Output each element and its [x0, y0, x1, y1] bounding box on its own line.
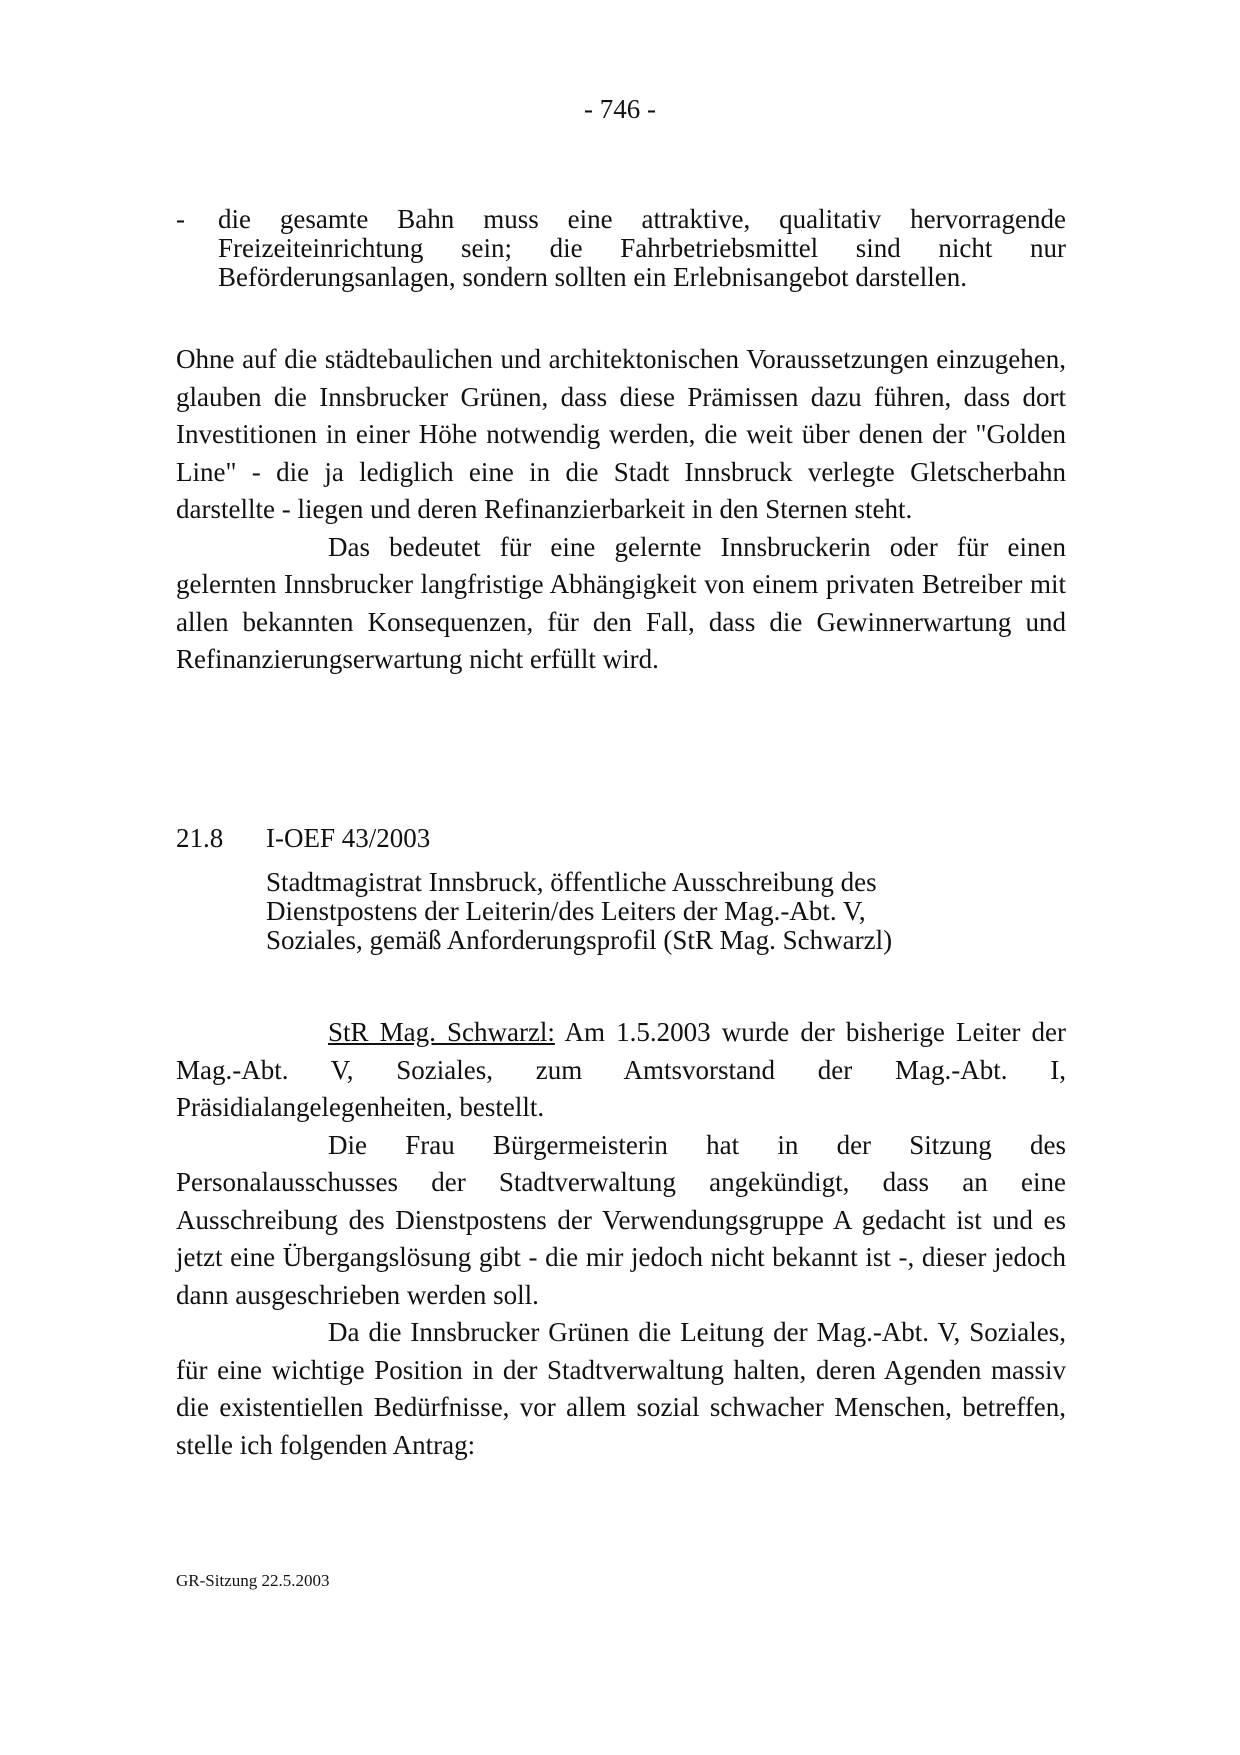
- section-2: [176, 1014, 1066, 1464]
- agenda-item-heading: [176, 820, 1066, 857]
- speaker-name: StR Mag. Schwarzl:: [328, 1017, 555, 1047]
- page-number: - 746 -: [584, 94, 656, 124]
- section-2-paragraph-3: Da die Innsbrucker Grünen die Leitung der Mag.-Abt. V, Soziales, für eine wichtige Position in der Stadtverwaltung halten, deren Agenden massiv die existentiellen Bedürfnisse, vor allem sozial schwacher Menschen, betreffen, stelle ich folgenden Antrag:: [176, 1317, 1066, 1460]
- section-2-paragraph-2: Die Frau Bürgermeisterin hat in der Sitzung des Personalausschusses der Stadtverwaltung angekündigt, dass an eine Ausschreibung des Dienstpostens der Verwendungsgruppe A gedacht ist und es jetzt eine Übergangslösung gibt - die mir jedoch nicht bekannt ist -, dieser jedoch dann ausgeschrieben werden soll.: [176, 1129, 1066, 1310]
- section-1-paragraph-2: Das bedeutet für eine gelernte Innsbruckerin oder für einen gelernten Innsbrucker langfristige Abhängigkeit von einem privaten Betreiber mit allen bekannten Konsequenzen, für den Fall, dass die Gewinnerwartung und Refinanzierungserwartung nicht erfüllt wird.: [176, 531, 1066, 674]
- bullet-dash: -: [176, 204, 185, 234]
- agenda-item-reference: I-OEF 43/2003: [266, 823, 431, 853]
- bullet-item: [176, 205, 1066, 292]
- agenda-item-number: 21.8: [176, 823, 224, 853]
- section-2-paragraph-1: [176, 1014, 1066, 1127]
- bullet-text: die gesamte Bahn muss eine attraktive, qualitativ hervorragende Freizeiteinrichtung sein; die Fahrbetriebsmittel sind nicht nur Beförderungsanlagen, sondern sollten ein Erlebnisangebot darstellen.: [218, 204, 1066, 292]
- section-1-paragraph-1: Ohne auf die städtebaulichen und architektonischen Voraussetzungen einzugehen, glauben die Innsbrucker Grünen, dass diese Prämissen dazu führen, dass dort Investitionen in einer Höhe notwendig werden, die weit über denen der "Golden Line" - die ja lediglich eine in die Stadt Innsbruck verlegte Gletscherbahn darstellte - liegen und deren Refinanzierbarkeit in den Sternen steht.: [176, 344, 1066, 524]
- section-1: [176, 341, 1066, 679]
- page-footer: GR-Sitzung 22.5.2003: [176, 1571, 330, 1590]
- section-2-paragraph-1-text: Am 1.5.2003 wurde der bisherige Leiter der Mag.-Abt. V, Soziales, zum Amtsvorstand der Mag.-Abt. I, Präsidialangelegenheiten, bestellt.: [176, 1017, 1067, 1122]
- agenda-item-subject: Stadtmagistrat Innsbruck, öffentliche Ausschreibung des Dienstpostens der Leiterin/des Leiters der Mag.-Abt. V, Soziales, gemäß Anforderungsprofil (StR Mag. Schwarzl): [266, 867, 893, 955]
